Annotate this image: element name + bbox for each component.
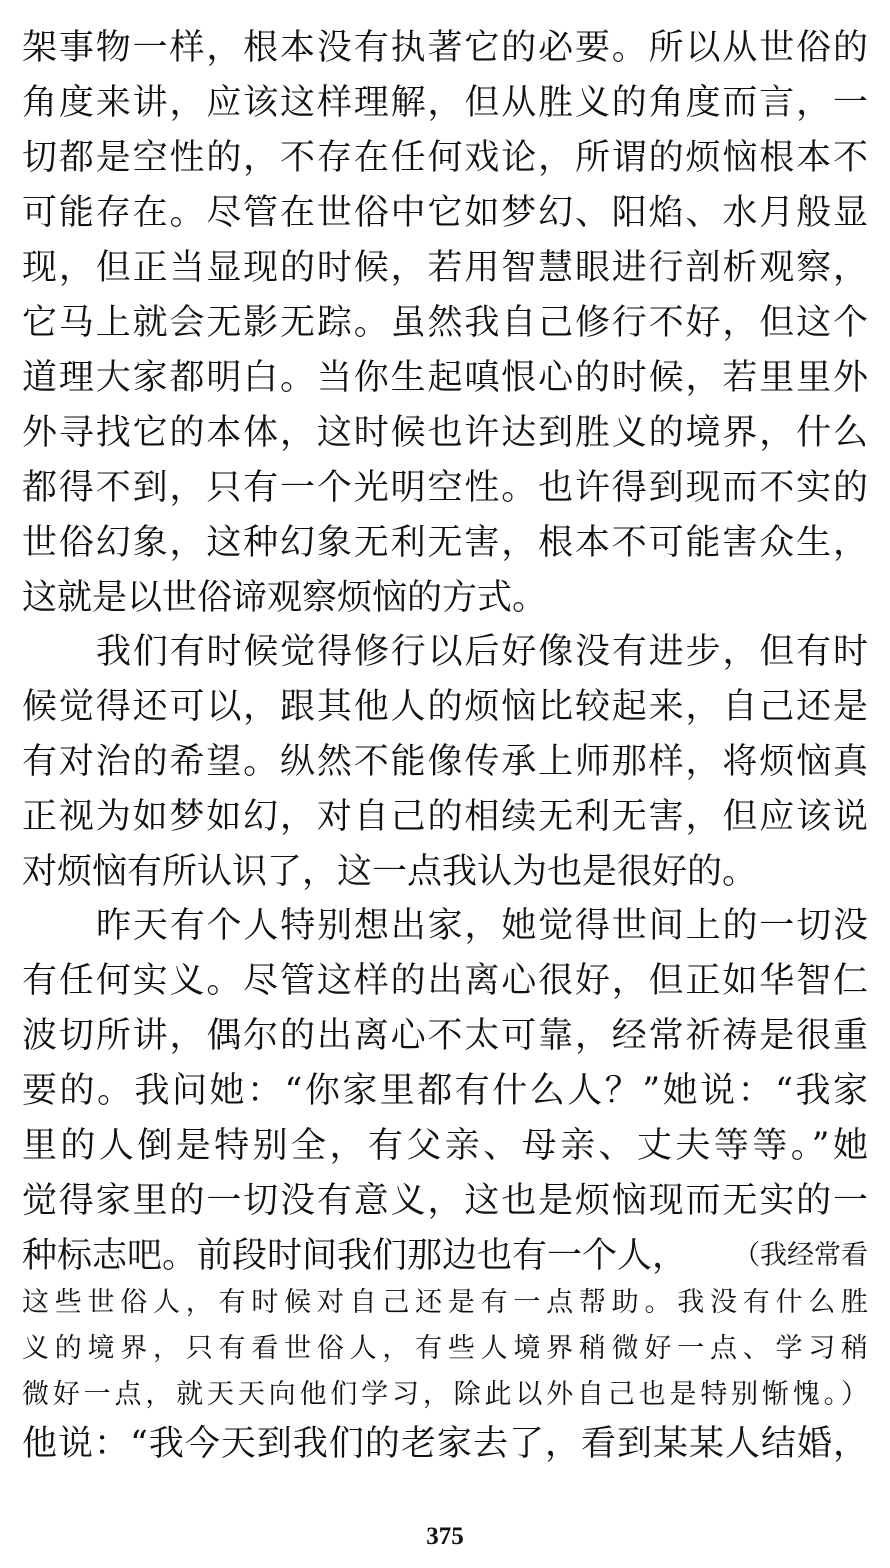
text-line: 种标志吧。前段时间我们那边也有一个人，	[22, 1236, 688, 1276]
text-line: 可能存在。尽管在世俗中它如梦幻、阳焰、水月般显	[22, 193, 868, 233]
aside-note-line: 这些世俗人，有时候对自己还是有一点帮助。我没有什么胜	[22, 1287, 868, 1318]
paragraph-start-line: 昨天有个人特别想出家，她觉得世间上的一切没	[96, 906, 868, 946]
text-line: 要的。我问她：“你家里都有什么人？”她说：“我家	[22, 1071, 868, 1111]
text-line: 世俗幻象，这种幻象无利无害，根本不可能害众生，	[22, 523, 868, 563]
paragraph-end-line: 对烦恼有所认识了，这一点我认为也是很好的。	[22, 852, 758, 892]
text-line: 他说：“我今天到我们的老家去了，看到某某人结婚，	[22, 1424, 868, 1464]
text-line: 有任何实义。尽管这样的出离心很好，但正如华智仁	[22, 961, 868, 1001]
paragraph-start-line: 我们有时候觉得修行以后好像没有进步，但有时	[96, 632, 868, 672]
text-line: 波切所讲，偶尔的出离心不太可靠，经常祈祷是很重	[22, 1016, 868, 1056]
text-line: 它马上就会无影无踪。虽然我自己修行不好，但这个	[22, 303, 868, 343]
text-line: 现，但正当显现的时候，若用智慧眼进行剖析观察，	[22, 248, 868, 288]
page-number: 375	[426, 1523, 464, 1550]
text-line: 角度来讲，应该这样理解，但从胜义的角度而言，一	[22, 83, 868, 123]
text-line: 都得不到，只有一个光明空性。也许得到现而不实的	[22, 468, 868, 508]
aside-note-start: （我经常看	[733, 1240, 868, 1271]
text-line: 外寻找它的本体，这时候也许达到胜义的境界，什么	[22, 413, 868, 453]
text-line: 正视为如梦如幻，对自己的相续无利无害，但应该说	[22, 797, 868, 837]
paragraph-end-line: 这就是以世俗谛观察烦恼的方式。	[22, 578, 548, 618]
text-line: 有对治的希望。纵然不能像传承上师那样，将烦恼真	[22, 742, 868, 782]
text-line: 道理大家都明白。当你生起嗔恨心的时候，若里里外	[22, 358, 868, 398]
text-line: 觉得家里的一切没有意义，这也是烦恼现而无实的一	[22, 1181, 868, 1221]
text-line: 切都是空性的，不存在任何戏论，所谓的烦恼根本不	[22, 138, 868, 178]
aside-note-line: 微好一点，就天天向他们学习，除此以外自己也是特别惭愧。）	[22, 1379, 868, 1410]
text-line: 里的人倒是特别全，有父亲、母亲、丈夫等等。”她	[22, 1126, 868, 1166]
aside-note-line: 义的境界，只有看世俗人，有些人境界稍微好一点、学习稍	[22, 1333, 868, 1364]
text-line: 候觉得还可以，跟其他人的烦恼比较起来，自己还是	[22, 687, 868, 727]
text-line: 架事物一样，根本没有执著它的必要。所以从世俗的	[22, 28, 868, 68]
